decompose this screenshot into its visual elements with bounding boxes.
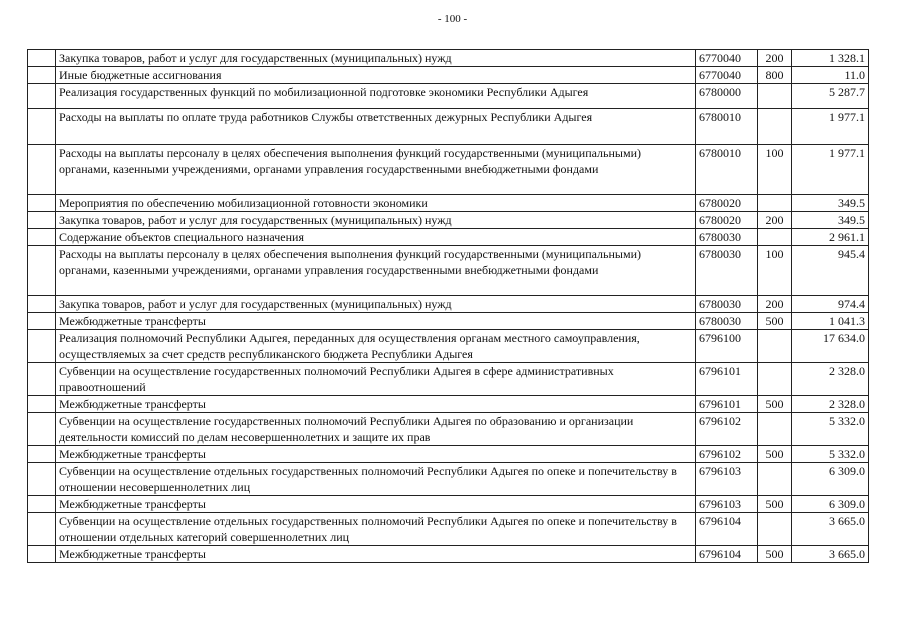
table-row: [28, 513, 869, 546]
expense-type-cell: 100: [758, 145, 792, 195]
row-index-cell: [28, 413, 56, 446]
target-code-cell: 6796101: [696, 363, 758, 396]
target-code-cell: 6796102: [696, 413, 758, 446]
row-index-cell: [28, 496, 56, 513]
row-index-cell: [28, 313, 56, 330]
amount-cell: 6 309.0: [792, 463, 869, 496]
target-code-cell: 6780020: [696, 212, 758, 229]
amount-cell: 2 328.0: [792, 396, 869, 413]
table-row: [28, 446, 869, 463]
row-index-cell: [28, 446, 56, 463]
target-code-cell: 6796103: [696, 496, 758, 513]
target-code-cell: 6780030: [696, 229, 758, 246]
row-index-cell: [28, 513, 56, 546]
row-index-cell: [28, 109, 56, 145]
amount-cell: 1 977.1: [792, 145, 869, 195]
table-row: [28, 246, 869, 296]
target-code-cell: 6796101: [696, 396, 758, 413]
expense-name-cell: Межбюджетные трансферты: [56, 313, 696, 330]
table-row: [28, 546, 869, 563]
table-row: [28, 67, 869, 84]
expense-name-cell: Мероприятия по обеспечению мобилизационной готовности экономики: [56, 195, 696, 212]
target-code-cell: 6780000: [696, 84, 758, 109]
expense-name-cell: Межбюджетные трансферты: [56, 496, 696, 513]
expense-type-cell: [758, 513, 792, 546]
expense-name-cell: Содержание объектов специального назначения: [56, 229, 696, 246]
target-code-cell: 6780020: [696, 195, 758, 212]
expense-name-cell: Межбюджетные трансферты: [56, 546, 696, 563]
amount-cell: 5 332.0: [792, 446, 869, 463]
expense-type-cell: [758, 330, 792, 363]
row-index-cell: [28, 84, 56, 109]
row-index-cell: [28, 246, 56, 296]
page-number: - 100 -: [437, 13, 468, 25]
amount-cell: 2 961.1: [792, 229, 869, 246]
row-index-cell: [28, 296, 56, 313]
expense-type-cell: 100: [758, 246, 792, 296]
row-index-cell: [28, 50, 56, 67]
table-row: [28, 463, 869, 496]
table-row: [28, 296, 869, 313]
row-index-cell: [28, 67, 56, 84]
expense-name-cell: Расходы на выплаты персоналу в целях обеспечения выполнения функций государственными (муниципальными) органами, казенными учреждениями, органами управления государственными внебюджетными фондами: [56, 145, 696, 195]
expense-name-cell: Субвенции на осуществление отдельных государственных полномочий Республики Адыгея по опеке и попечительству в отношении отдельных категорий совершеннолетних лиц: [56, 513, 696, 546]
expense-type-cell: [758, 363, 792, 396]
amount-cell: 349.5: [792, 212, 869, 229]
amount-cell: 349.5: [792, 195, 869, 212]
table-row: [28, 109, 869, 145]
expense-name-cell: Субвенции на осуществление государственных полномочий Республики Адыгея по образованию и организации деятельности комиссий по делам несовершеннолетних и защите их прав: [56, 413, 696, 446]
row-index-cell: [28, 363, 56, 396]
expense-type-cell: 500: [758, 546, 792, 563]
row-index-cell: [28, 396, 56, 413]
table-row: [28, 330, 869, 363]
table-row: [28, 496, 869, 513]
expense-name-cell: Закупка товаров, работ и услуг для государственных (муниципальных) нужд: [56, 50, 696, 67]
row-index-cell: [28, 145, 56, 195]
target-code-cell: 6780030: [696, 246, 758, 296]
target-code-cell: 6796102: [696, 446, 758, 463]
expense-type-cell: [758, 84, 792, 109]
row-index-cell: [28, 195, 56, 212]
amount-cell: 5 332.0: [792, 413, 869, 446]
target-code-cell: 6780010: [696, 145, 758, 195]
amount-cell: 974.4: [792, 296, 869, 313]
expense-type-cell: 200: [758, 50, 792, 67]
expense-type-cell: 800: [758, 67, 792, 84]
amount-cell: 1 041.3: [792, 313, 869, 330]
target-code-cell: 6796104: [696, 513, 758, 546]
expense-type-cell: 200: [758, 296, 792, 313]
budget-table: [27, 49, 869, 563]
table-row: [28, 195, 869, 212]
row-index-cell: [28, 546, 56, 563]
amount-cell: 1 328.1: [792, 50, 869, 67]
expense-name-cell: Расходы на выплаты по оплате труда работников Службы ответственных дежурных Республики Адыгея: [56, 109, 696, 145]
row-index-cell: [28, 212, 56, 229]
expense-name-cell: Межбюджетные трансферты: [56, 446, 696, 463]
target-code-cell: 6796104: [696, 546, 758, 563]
expense-name-cell: Субвенции на осуществление отдельных государственных полномочий Республики Адыгея по опеке и попечительству в отношении несовершеннолетних лиц: [56, 463, 696, 496]
expense-type-cell: 500: [758, 446, 792, 463]
amount-cell: 1 977.1: [792, 109, 869, 145]
target-code-cell: 6780030: [696, 296, 758, 313]
amount-cell: 5 287.7: [792, 84, 869, 109]
expense-name-cell: Реализация полномочий Республики Адыгея, переданных для осуществления органам местного самоуправления, осуществляемых за счет средств республиканского бюджета Республики Адыгея: [56, 330, 696, 363]
table-row: [28, 229, 869, 246]
target-code-cell: 6770040: [696, 50, 758, 67]
expense-name-cell: Закупка товаров, работ и услуг для государственных (муниципальных) нужд: [56, 212, 696, 229]
table-row: [28, 313, 869, 330]
target-code-cell: 6796103: [696, 463, 758, 496]
target-code-cell: 6796100: [696, 330, 758, 363]
expense-type-cell: [758, 109, 792, 145]
expense-type-cell: [758, 463, 792, 496]
row-index-cell: [28, 229, 56, 246]
amount-cell: 3 665.0: [792, 546, 869, 563]
table-row: [28, 84, 869, 109]
row-index-cell: [28, 330, 56, 363]
expense-type-cell: [758, 413, 792, 446]
table-row: [28, 363, 869, 396]
expense-type-cell: [758, 229, 792, 246]
expense-name-cell: Реализация государственных функций по мобилизационной подготовке экономики Республики Адыгея: [56, 84, 696, 109]
expense-name-cell: Межбюджетные трансферты: [56, 396, 696, 413]
expense-name-cell: Иные бюджетные ассигнования: [56, 67, 696, 84]
table-row: [28, 413, 869, 446]
target-code-cell: 6770040: [696, 67, 758, 84]
expense-name-cell: Закупка товаров, работ и услуг для государственных (муниципальных) нужд: [56, 296, 696, 313]
row-index-cell: [28, 463, 56, 496]
expense-type-cell: 500: [758, 313, 792, 330]
table-row: [28, 50, 869, 67]
expense-type-cell: 200: [758, 212, 792, 229]
amount-cell: 945.4: [792, 246, 869, 296]
expense-name-cell: Субвенции на осуществление государственных полномочий Республики Адыгея в сфере административных правоотношений: [56, 363, 696, 396]
target-code-cell: 6780010: [696, 109, 758, 145]
amount-cell: 6 309.0: [792, 496, 869, 513]
amount-cell: 2 328.0: [792, 363, 869, 396]
target-code-cell: 6780030: [696, 313, 758, 330]
table-row: [28, 396, 869, 413]
amount-cell: 17 634.0: [792, 330, 869, 363]
table-row: [28, 145, 869, 195]
expense-name-cell: Расходы на выплаты персоналу в целях обеспечения выполнения функций государственными (муниципальными) органами, казенными учреждениями, органами управления государственными внебюджетными фондами: [56, 246, 696, 296]
table-row: [28, 212, 869, 229]
amount-cell: 3 665.0: [792, 513, 869, 546]
budget-table-body: [28, 50, 869, 563]
expense-type-cell: 500: [758, 496, 792, 513]
expense-type-cell: 500: [758, 396, 792, 413]
amount-cell: 11.0: [792, 67, 869, 84]
expense-type-cell: [758, 195, 792, 212]
